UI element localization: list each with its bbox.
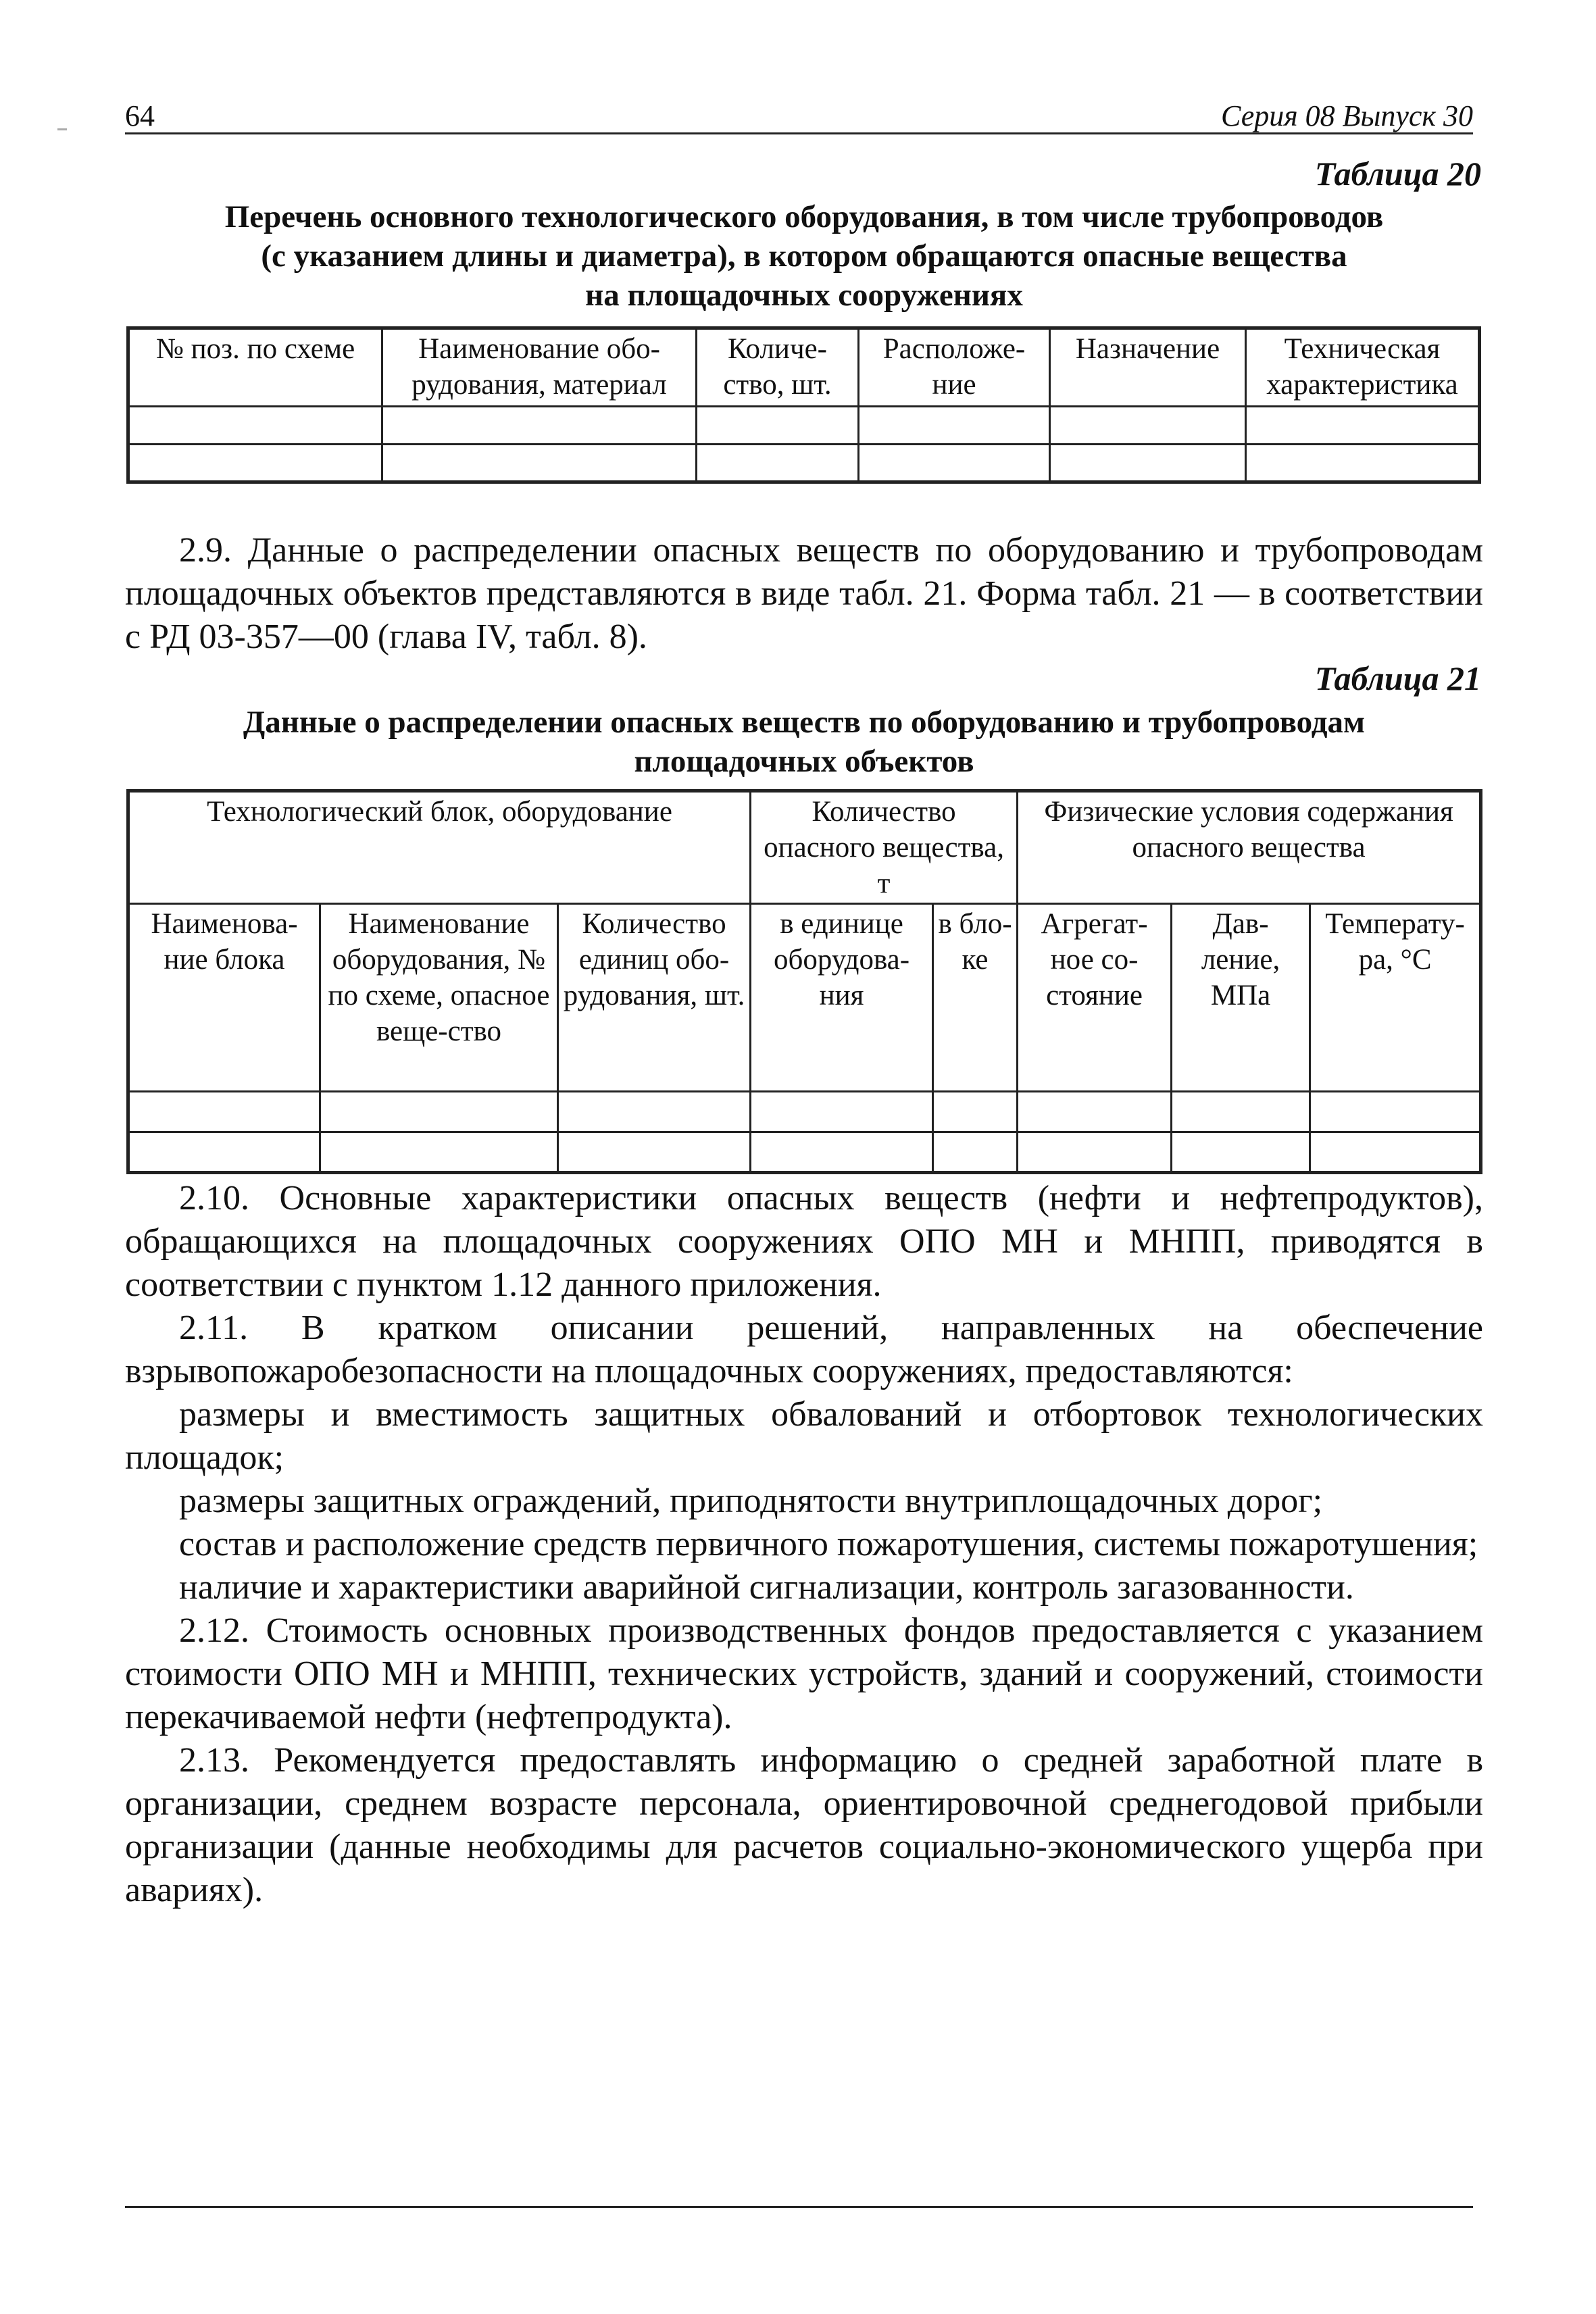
- header-cell: в бло-ке: [933, 904, 1018, 1092]
- table-cell: [128, 1132, 320, 1173]
- table-cell: [128, 407, 382, 445]
- header-cell: Наименова-ние блока: [128, 904, 320, 1092]
- footer-rule: [125, 2206, 1473, 2208]
- table-cell: [697, 445, 859, 482]
- header-cell: Наименование оборудования, № по схеме, опасное веще-ство: [320, 904, 558, 1092]
- group-header-cell: Технологический блок, оборудование: [128, 791, 751, 904]
- table-cell: [1246, 445, 1480, 482]
- header-cell: Агрегат-ное со-стояние: [1018, 904, 1172, 1092]
- table-row: [128, 445, 1480, 482]
- body-text: [125, 1177, 1483, 1912]
- running-head: [125, 99, 1473, 134]
- table-cell: [1246, 407, 1480, 445]
- header-cell: Назначение: [1050, 328, 1246, 407]
- table-cell: [382, 445, 697, 482]
- table-cell: [558, 1092, 751, 1132]
- table-20-title: [125, 197, 1483, 315]
- table-20-title-line: на площадочных сооружениях: [585, 278, 1023, 313]
- paragraph-2-13: 2.13. Рекомендуется предоставлять информацию о средней заработной плате в организации, среднем возрасте персонала, ориентировочной среднегодовой прибыли организации (данные необходимы для расчетов социально-экономического ущерба при авариях).: [125, 1741, 1483, 1909]
- header-cell: Дав-ление, МПа: [1172, 904, 1310, 1092]
- header-cell: Расположе-ние: [859, 328, 1050, 407]
- list-item: наличие и характеристики аварийной сигнализации, контроль загазованности.: [179, 1568, 1354, 1607]
- table-cell: [751, 1132, 933, 1173]
- table-cell: [382, 407, 697, 445]
- header-cell: в единице оборудова-ния: [751, 904, 933, 1092]
- table-cell: [859, 407, 1050, 445]
- table-row: [128, 1092, 1481, 1132]
- table-header-row: [128, 328, 1480, 407]
- table-21: [126, 789, 1482, 1174]
- table-row: [128, 1132, 1481, 1173]
- table-21-title-line: Данные о распределении опасных веществ по оборудованию и трубопроводам: [243, 705, 1366, 740]
- list-item: состав и расположение средств первичного пожаротушения, системы пожаротушения;: [179, 1525, 1478, 1563]
- header-cell: Температу-ра, °С: [1310, 904, 1481, 1092]
- table-20-title-line: Перечень основного технологического оборудования, в том числе трубопроводов: [224, 199, 1384, 234]
- table-row: [128, 407, 1480, 445]
- header-cell: Количество единиц обо-рудования, шт.: [558, 904, 751, 1092]
- page-number: 64: [125, 99, 155, 132]
- table-cell: [751, 1092, 933, 1132]
- table-20-caption: Таблица 20: [1314, 155, 1481, 193]
- table-group-header-row: [128, 791, 1481, 904]
- table-cell: [1050, 445, 1246, 482]
- table-20-title-line: (с указанием длины и диаметра), в котором обращаются опасные вещества: [261, 238, 1347, 274]
- header-cell: Техническая характеристика: [1246, 328, 1480, 407]
- table-20: [126, 326, 1481, 484]
- group-header-cell: Физические условия содержания опасного вещества: [1018, 791, 1481, 904]
- paragraph-2-11: 2.11. В кратком описании решений, направленных на обеспечение взрывопожаробезопасности на площадочных сооружениях, предоставляются:: [125, 1309, 1483, 1390]
- group-header-cell: Количество опасного вещества, т: [751, 791, 1018, 904]
- table-cell: [1050, 407, 1246, 445]
- paragraph-2-10: 2.10. Основные характеристики опасных веществ (нефти и нефтепродуктов), обращающихся на площадочных сооружениях ОПО МН и МНПП, приводятся в соответствии с пунктом 1.12 данного приложения.: [125, 1179, 1483, 1304]
- table-cell: [1172, 1132, 1310, 1173]
- table-cell: [933, 1132, 1018, 1173]
- header-cell: Количе-ство, шт.: [697, 328, 859, 407]
- header-cell: № поз. по схеме: [128, 328, 382, 407]
- series-label: Серия 08 Выпуск 30: [1221, 99, 1473, 132]
- paragraph-2-9: 2.9. Данные о распределении опасных веществ по оборудованию и трубопроводам площадочных объектов представляются в виде табл. 21. Форма табл. 21 — в соответствии с РД 03-357—00 (глава IV, табл. 8).: [125, 531, 1483, 656]
- table-cell: [1310, 1132, 1481, 1173]
- list-item: размеры защитных ограждений, приподнятости внутриплощадочных дорог;: [179, 1482, 1323, 1520]
- paragraph-2-12: 2.12. Стоимость основных производственных фондов предоставляется с указанием стоимости ОПО МН и МНПП, технических устройств, зданий и сооружений, стоимости перекачиваемой нефти (нефтепродукта).: [125, 1611, 1483, 1736]
- table-cell: [320, 1092, 558, 1132]
- table-cell: [859, 445, 1050, 482]
- table-cell: [320, 1132, 558, 1173]
- table-cell: [1310, 1092, 1481, 1132]
- table-21-caption: Таблица 21: [1314, 659, 1481, 697]
- table-cell: [1018, 1092, 1172, 1132]
- table-21-title-line: площадочных объектов: [634, 744, 974, 779]
- table-cell: [933, 1092, 1018, 1132]
- table-cell: [1018, 1132, 1172, 1173]
- table-cell: [128, 1092, 320, 1132]
- table-cell: [697, 407, 859, 445]
- table-header-row: [128, 904, 1481, 1092]
- table-cell: [1172, 1092, 1310, 1132]
- header-cell: Наименование обо-рудования, материал: [382, 328, 697, 407]
- table-cell: [128, 445, 382, 482]
- table-cell: [558, 1132, 751, 1173]
- scan-speck: [57, 128, 67, 130]
- list-item: размеры и вместимость защитных обвалований и отбортовок технологических площадок;: [125, 1395, 1483, 1477]
- table-21-title: [125, 703, 1483, 781]
